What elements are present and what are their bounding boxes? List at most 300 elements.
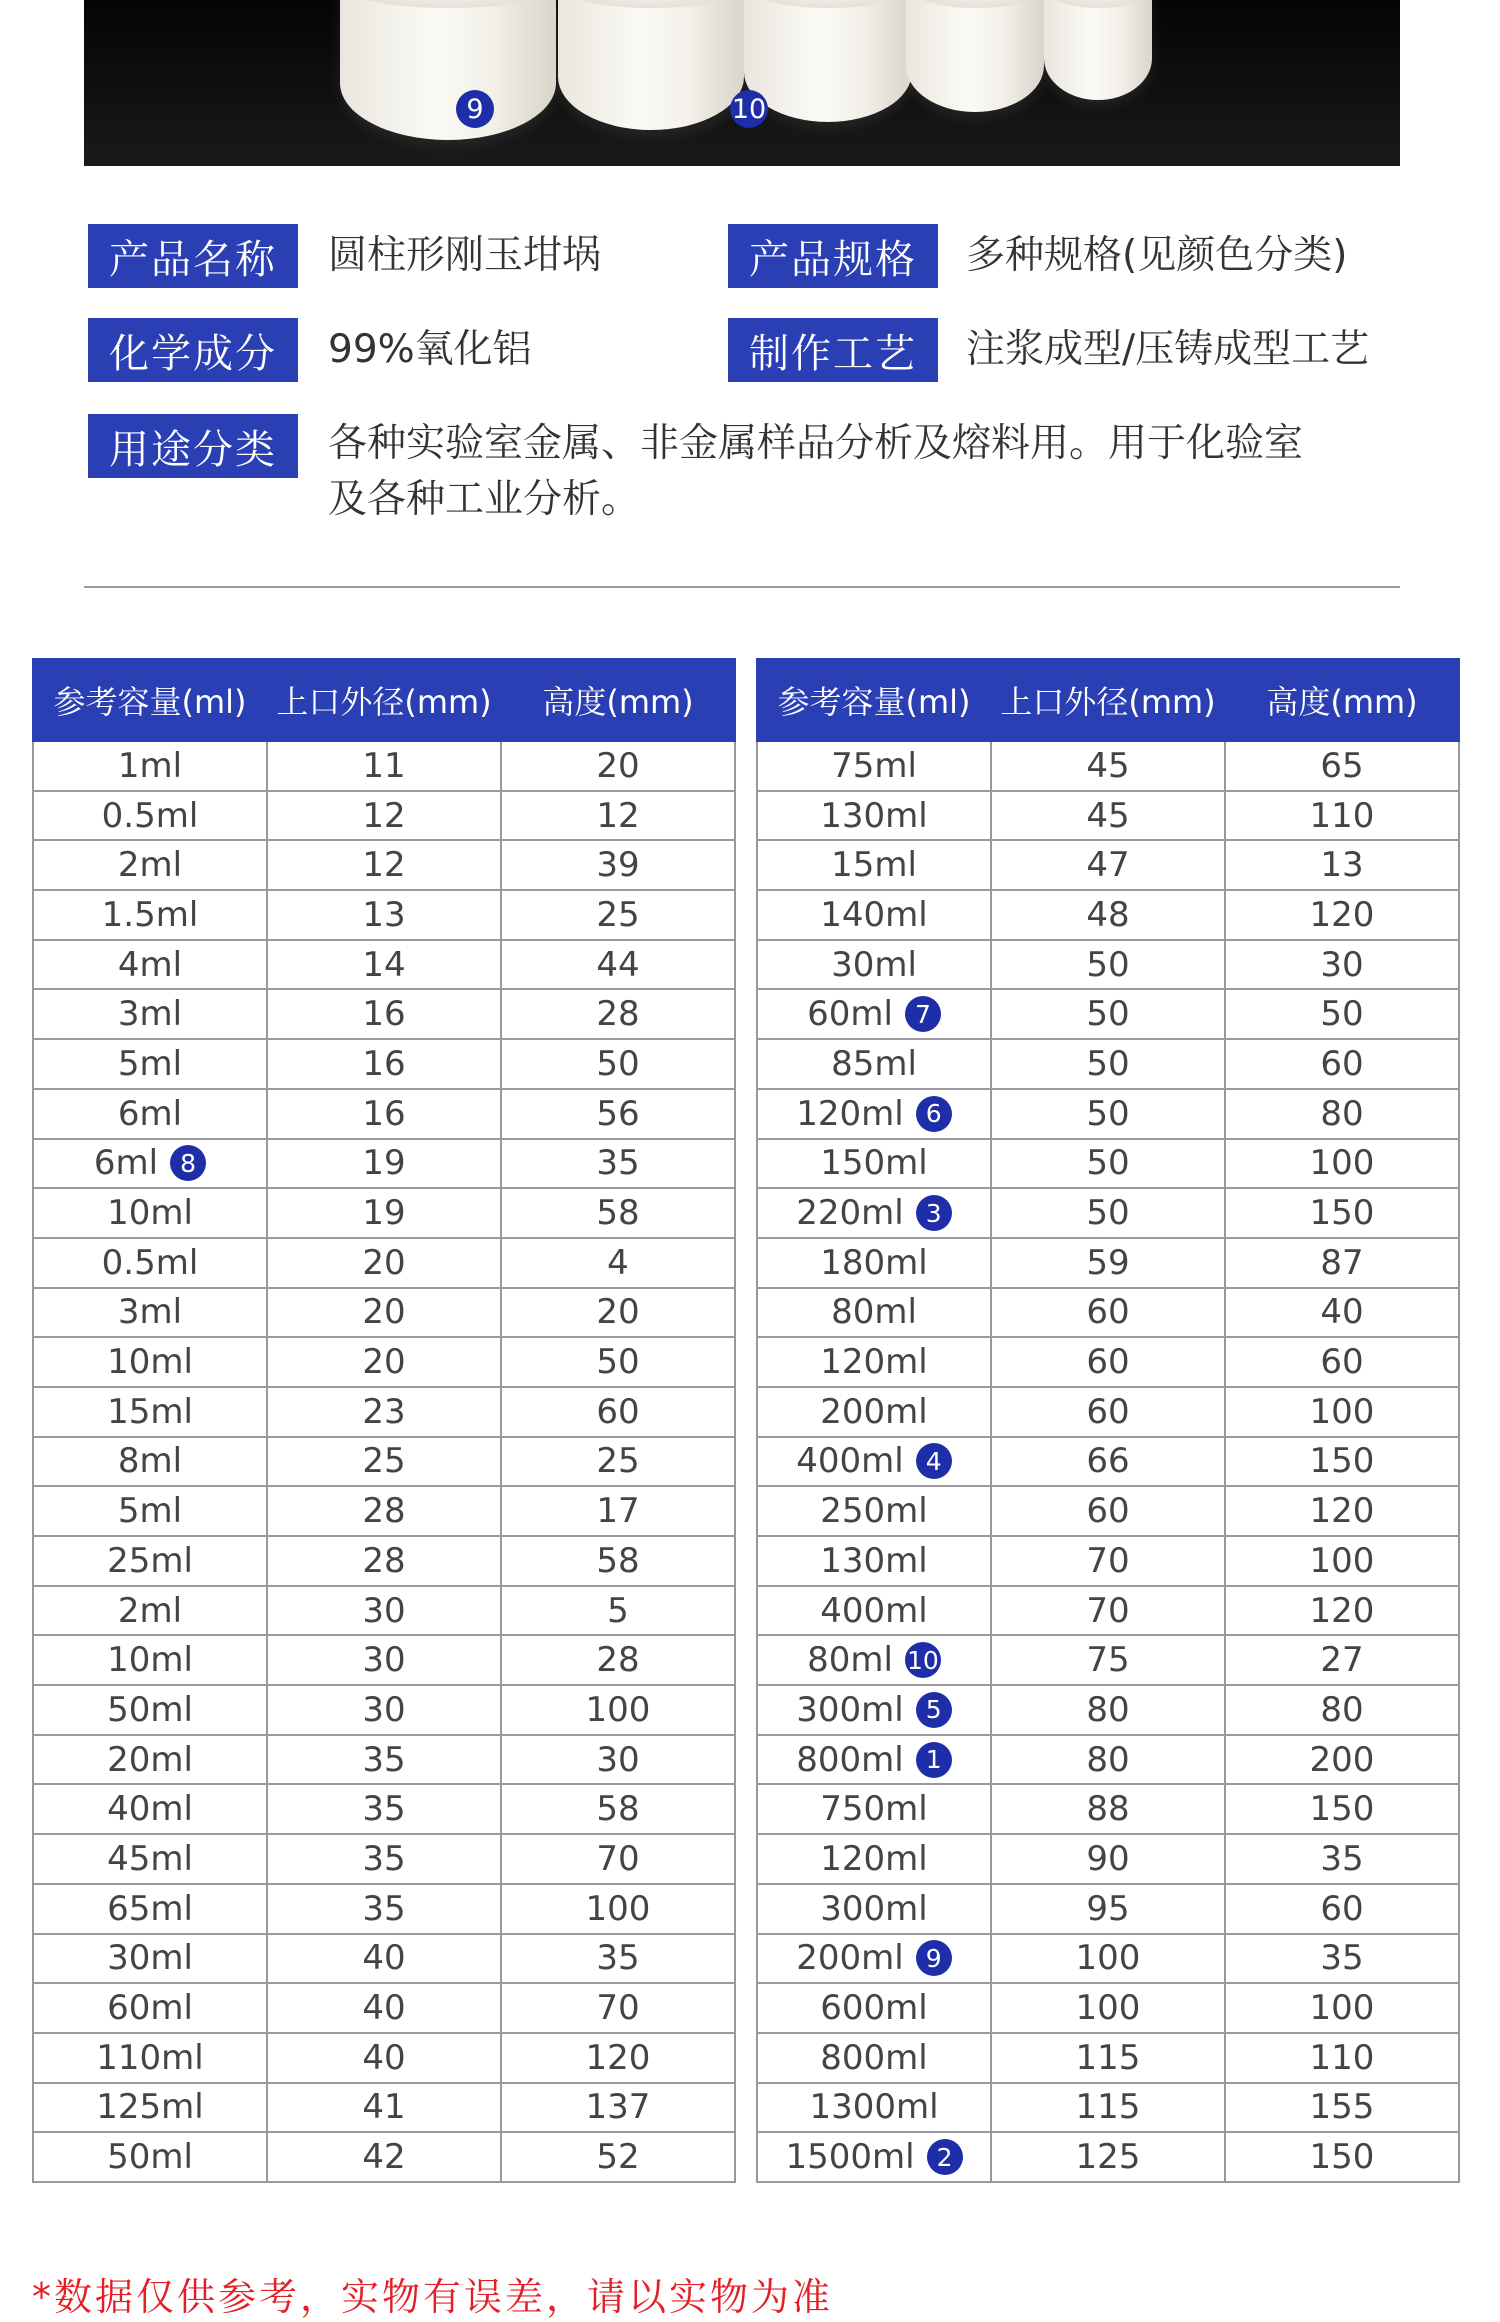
cell-height: 150 (1225, 2132, 1459, 2182)
cell-capacity (33, 1983, 267, 2033)
capacity-value: 130ml (820, 1540, 928, 1581)
cell-diameter: 48 (991, 890, 1225, 940)
cell-capacity (757, 1735, 991, 1785)
table-row (757, 2033, 1459, 2083)
table-row (33, 1536, 735, 1586)
cell-diameter: 45 (991, 741, 1225, 791)
cell-capacity (757, 1536, 991, 1586)
cell-capacity (33, 1834, 267, 1884)
cell-diameter: 19 (267, 1188, 501, 1238)
table-row (757, 1486, 1459, 1536)
capacity-wrap (820, 1342, 927, 1382)
cell-height: 60 (1225, 1337, 1459, 1387)
table-row (757, 1934, 1459, 1984)
table-row (757, 2083, 1459, 2133)
cell-diameter: 125 (991, 2132, 1225, 2182)
capacity-wrap (820, 895, 927, 935)
capacity-wrap (118, 1491, 182, 1531)
table-row (757, 791, 1459, 841)
cell-capacity (33, 741, 267, 791)
table-row (757, 1834, 1459, 1884)
cell-diameter: 40 (267, 1934, 501, 1984)
capacity-value: 6ml (117, 1093, 183, 1134)
cell-height: 30 (501, 1735, 735, 1785)
cell-capacity (757, 1387, 991, 1437)
crucible-number-badge: 8 (170, 1145, 206, 1181)
capacity-value: 60ml (807, 994, 893, 1035)
capacity-wrap (118, 994, 182, 1034)
cell-height: 27 (1225, 1635, 1459, 1685)
capacity-value: 50ml (107, 2137, 193, 2178)
cell-capacity (757, 1934, 991, 1984)
cell-height: 80 (1225, 1089, 1459, 1139)
cell-capacity (33, 2083, 267, 2133)
capacity-wrap (107, 1193, 193, 1233)
product-spec-value: 多种规格(见颜色分类) (966, 233, 1348, 278)
cell-diameter: 19 (267, 1139, 501, 1189)
cell-height: 120 (1225, 890, 1459, 940)
capacity-wrap (118, 746, 182, 786)
capacity-wrap (807, 994, 941, 1034)
cell-capacity (757, 791, 991, 841)
capacity-wrap (118, 845, 182, 885)
capacity-value: 220ml (796, 1193, 904, 1234)
capacity-value: 10ml (107, 1342, 193, 1383)
capacity-value: 0.5ml (101, 795, 199, 836)
spec-table-right (756, 658, 1460, 2183)
capacity-wrap (796, 1740, 951, 1780)
cell-capacity (757, 1288, 991, 1338)
banner-badge-10: 10 (730, 90, 768, 128)
cell-diameter: 50 (991, 1039, 1225, 1089)
cell-height: 44 (501, 940, 735, 990)
cell-capacity (33, 2132, 267, 2182)
cell-capacity (757, 840, 991, 890)
cell-capacity (33, 1934, 267, 1984)
capacity-wrap (118, 1094, 182, 1134)
cell-capacity (33, 1337, 267, 1387)
table-row (33, 1934, 735, 1984)
capacity-wrap (831, 945, 917, 985)
product-photo-banner (84, 0, 1400, 166)
capacity-value: 30ml (107, 1938, 193, 1979)
product-name-label: 产品名称 (88, 224, 298, 288)
capacity-wrap (831, 845, 917, 885)
cell-height: 120 (1225, 1586, 1459, 1636)
capacity-wrap (796, 1441, 951, 1481)
usage-value (328, 416, 1303, 528)
crucible-image-1 (340, 0, 556, 140)
table-row (757, 1238, 1459, 1288)
cell-height: 100 (501, 1884, 735, 1934)
table-row (33, 2033, 735, 2083)
table-row (757, 1735, 1459, 1785)
capacity-wrap (820, 1591, 927, 1631)
crucible-number-badge: 10 (905, 1642, 941, 1678)
capacity-wrap (102, 895, 199, 935)
capacity-value: 130ml (820, 795, 928, 836)
capacity-value: 60ml (107, 1988, 193, 2029)
cell-height: 25 (501, 1437, 735, 1487)
table-row (757, 1586, 1459, 1636)
capacity-value: 120ml (820, 1838, 928, 1879)
capacity-value: 120ml (796, 1093, 904, 1134)
cell-diameter: 28 (267, 1486, 501, 1536)
spec-table-left (32, 658, 736, 2183)
header-diameter: 上口外径(mm) (267, 659, 501, 741)
cell-diameter: 80 (991, 1735, 1225, 1785)
table-row (757, 940, 1459, 990)
cell-height: 137 (501, 2083, 735, 2133)
cell-height: 30 (1225, 940, 1459, 990)
cell-capacity (757, 1586, 991, 1636)
table-row (757, 1437, 1459, 1487)
capacity-wrap (118, 945, 182, 985)
cell-diameter: 75 (991, 1635, 1225, 1685)
cell-height: 40 (1225, 1288, 1459, 1338)
table-row (757, 1288, 1459, 1338)
capacity-value: 200ml (820, 1391, 928, 1432)
capacity-value: 45ml (107, 1838, 193, 1879)
cell-diameter: 47 (991, 840, 1225, 890)
capacity-value: 80ml (831, 1292, 917, 1333)
table-row (757, 1089, 1459, 1139)
usage-value-line-2: 及各种工业分析。 (328, 477, 641, 522)
header-capacity: 参考容量(ml) (757, 659, 991, 741)
capacity-value: 125ml (96, 2087, 204, 2128)
crucible-number-badge: 2 (927, 2139, 963, 2175)
cell-height: 60 (1225, 1039, 1459, 1089)
cell-height: 150 (1225, 1437, 1459, 1487)
table-row (33, 1983, 735, 2033)
capacity-value: 120ml (820, 1342, 928, 1383)
table-row (33, 1139, 735, 1189)
capacity-value: 250ml (820, 1491, 928, 1532)
cell-diameter: 88 (991, 1784, 1225, 1834)
cell-height: 58 (501, 1784, 735, 1834)
table-row (757, 1139, 1459, 1189)
cell-capacity (757, 741, 991, 791)
table-row (757, 1536, 1459, 1586)
cell-diameter: 30 (267, 1685, 501, 1735)
cell-capacity (757, 1139, 991, 1189)
cell-height: 150 (1225, 1784, 1459, 1834)
table-row (33, 1387, 735, 1437)
cell-diameter: 35 (267, 1735, 501, 1785)
cell-capacity (33, 2033, 267, 2083)
cell-diameter: 90 (991, 1834, 1225, 1884)
capacity-wrap (785, 2137, 962, 2177)
cell-capacity (33, 1089, 267, 1139)
cell-height: 12 (501, 791, 735, 841)
chemical-composition-label: 化学成分 (88, 318, 298, 382)
table-row (33, 1288, 735, 1338)
capacity-value: 1300ml (809, 2087, 939, 2128)
crucible-number-badge: 1 (916, 1742, 952, 1778)
capacity-value: 80ml (807, 1640, 893, 1681)
table-header-row (33, 659, 735, 741)
table-row (33, 1238, 735, 1288)
crucible-number-badge: 4 (916, 1443, 952, 1479)
cell-capacity (33, 1735, 267, 1785)
capacity-wrap (820, 1491, 927, 1531)
cell-height: 120 (1225, 1486, 1459, 1536)
cell-height: 87 (1225, 1238, 1459, 1288)
cell-height: 56 (501, 1089, 735, 1139)
capacity-value: 5ml (117, 1043, 183, 1084)
cell-height: 100 (1225, 1983, 1459, 2033)
capacity-wrap (107, 1938, 193, 1978)
table-header-row (757, 659, 1459, 741)
table-row (33, 1685, 735, 1735)
capacity-value: 85ml (831, 1043, 917, 1084)
capacity-value: 150ml (820, 1143, 928, 1184)
capacity-value: 3ml (117, 1292, 183, 1333)
header-capacity: 参考容量(ml) (33, 659, 267, 741)
cell-diameter: 35 (267, 1834, 501, 1884)
capacity-value: 400ml (796, 1441, 904, 1482)
cell-height: 35 (501, 1139, 735, 1189)
cell-capacity (757, 1039, 991, 1089)
cell-height: 50 (501, 1337, 735, 1387)
table-row (33, 791, 735, 841)
cell-diameter: 60 (991, 1387, 1225, 1437)
cell-height: 20 (501, 1288, 735, 1338)
cell-capacity (33, 1139, 267, 1189)
cell-diameter: 66 (991, 1437, 1225, 1487)
cell-height: 17 (501, 1486, 735, 1536)
cell-height: 100 (1225, 1139, 1459, 1189)
cell-capacity (757, 1486, 991, 1536)
capacity-wrap (102, 796, 199, 836)
cell-diameter: 23 (267, 1387, 501, 1437)
cell-capacity (757, 2083, 991, 2133)
table-row (757, 1884, 1459, 1934)
usage-value-line-1: 各种实验室金属、非金属样品分析及熔料用。用于化验室 (328, 421, 1304, 466)
cell-capacity (33, 1288, 267, 1338)
cell-diameter: 12 (267, 840, 501, 890)
crucible-number-badge: 6 (916, 1096, 952, 1132)
cell-capacity (757, 1834, 991, 1884)
table-row (33, 1486, 735, 1536)
cell-diameter: 50 (991, 1139, 1225, 1189)
table-row (33, 2083, 735, 2133)
cell-capacity (33, 1437, 267, 1487)
cell-diameter: 40 (267, 2033, 501, 2083)
cell-height: 110 (1225, 791, 1459, 841)
cell-height: 120 (501, 2033, 735, 2083)
capacity-wrap (96, 2087, 203, 2127)
craft-label: 制作工艺 (728, 318, 938, 382)
cell-height: 155 (1225, 2083, 1459, 2133)
table-row (33, 1834, 735, 1884)
table-row (757, 989, 1459, 1039)
table-row (33, 989, 735, 1039)
cell-height: 80 (1225, 1685, 1459, 1735)
capacity-wrap (796, 1938, 951, 1978)
capacity-value: 600ml (820, 1988, 928, 2029)
crucible-image-5 (1044, 0, 1152, 100)
capacity-wrap (831, 1292, 917, 1332)
cell-capacity (757, 1188, 991, 1238)
capacity-wrap (118, 1044, 182, 1084)
capacity-wrap (107, 1889, 193, 1929)
cell-capacity (757, 940, 991, 990)
capacity-wrap (820, 1789, 927, 1829)
crucible-image-2 (558, 0, 744, 130)
capacity-wrap (796, 1094, 951, 1134)
table-row (33, 890, 735, 940)
capacity-value: 5ml (117, 1491, 183, 1532)
capacity-value: 4ml (117, 944, 183, 985)
cell-diameter: 80 (991, 1685, 1225, 1735)
table-row (757, 890, 1459, 940)
capacity-wrap (118, 1292, 182, 1332)
capacity-wrap (107, 1839, 193, 1879)
cell-capacity (33, 791, 267, 841)
header-height: 高度(mm) (501, 659, 735, 741)
capacity-wrap (118, 1591, 182, 1631)
cell-height: 28 (501, 1635, 735, 1685)
cell-diameter: 16 (267, 989, 501, 1039)
capacity-wrap (820, 796, 927, 836)
craft-value: 注浆成型/压铸成型工艺 (966, 327, 1370, 372)
capacity-value: 800ml (796, 1739, 904, 1780)
cell-capacity (33, 1635, 267, 1685)
capacity-wrap (809, 2087, 938, 2127)
capacity-value: 25ml (107, 1540, 193, 1581)
capacity-value: 110ml (96, 2037, 204, 2078)
cell-height: 13 (1225, 840, 1459, 890)
capacity-wrap (102, 1243, 199, 1283)
capacity-wrap (107, 1640, 193, 1680)
cell-diameter: 95 (991, 1884, 1225, 1934)
capacity-value: 800ml (820, 2037, 928, 2078)
cell-height: 25 (501, 890, 735, 940)
capacity-value: 400ml (820, 1590, 928, 1631)
table-row (757, 840, 1459, 890)
cell-height: 100 (501, 1685, 735, 1735)
capacity-value: 140ml (820, 894, 928, 935)
cell-height: 100 (1225, 1387, 1459, 1437)
cell-height: 35 (1225, 1934, 1459, 1984)
cell-diameter: 50 (991, 1089, 1225, 1139)
capacity-value: 300ml (820, 1888, 928, 1929)
cell-capacity (757, 1437, 991, 1487)
table-row (757, 1039, 1459, 1089)
cell-height: 52 (501, 2132, 735, 2182)
capacity-wrap (820, 1889, 927, 1929)
cell-capacity (33, 890, 267, 940)
cell-capacity (757, 1983, 991, 2033)
cell-capacity (757, 1635, 991, 1685)
cell-height: 150 (1225, 1188, 1459, 1238)
cell-diameter: 50 (991, 989, 1225, 1039)
cell-diameter: 45 (991, 791, 1225, 841)
cell-capacity (757, 1089, 991, 1139)
capacity-value: 1500ml (785, 2137, 915, 2178)
capacity-wrap (807, 1640, 941, 1680)
cell-capacity (757, 1685, 991, 1735)
cell-diameter: 41 (267, 2083, 501, 2133)
table-row (757, 1188, 1459, 1238)
capacity-wrap (831, 746, 917, 786)
table-row (33, 1437, 735, 1487)
disclaimer-footnote: *数据仅供参考，实物有误差，请以实物为准 (32, 2275, 834, 2319)
capacity-wrap (96, 2038, 203, 2078)
banner-badge-9: 9 (456, 90, 494, 128)
capacity-wrap (107, 1690, 193, 1730)
cell-height: 28 (501, 989, 735, 1039)
cell-height: 100 (1225, 1536, 1459, 1586)
table-row (33, 940, 735, 990)
capacity-wrap (820, 1243, 927, 1283)
cell-height: 70 (501, 1983, 735, 2033)
cell-diameter: 115 (991, 2083, 1225, 2133)
cell-diameter: 115 (991, 2033, 1225, 2083)
capacity-value: 65ml (107, 1888, 193, 1929)
table-row (33, 1884, 735, 1934)
cell-diameter: 100 (991, 1934, 1225, 1984)
cell-height: 58 (501, 1188, 735, 1238)
cell-capacity (33, 1188, 267, 1238)
cell-capacity (757, 1784, 991, 1834)
cell-height: 58 (501, 1536, 735, 1586)
capacity-wrap (118, 1441, 182, 1481)
crucible-number-badge: 7 (905, 996, 941, 1032)
cell-height: 39 (501, 840, 735, 890)
section-divider (84, 586, 1400, 588)
crucible-image-4 (906, 0, 1044, 112)
cell-capacity (33, 1039, 267, 1089)
capacity-value: 2ml (117, 1590, 183, 1631)
cell-capacity (757, 1238, 991, 1288)
cell-capacity (757, 890, 991, 940)
cell-capacity (33, 1884, 267, 1934)
capacity-value: 20ml (107, 1739, 193, 1780)
capacity-value: 15ml (107, 1391, 193, 1432)
cell-capacity (33, 1586, 267, 1636)
cell-diameter: 60 (991, 1337, 1225, 1387)
cell-diameter: 14 (267, 940, 501, 990)
table-row (33, 1735, 735, 1785)
cell-height: 60 (1225, 1884, 1459, 1934)
cell-capacity (33, 1387, 267, 1437)
cell-diameter: 100 (991, 1983, 1225, 2033)
capacity-wrap (820, 1839, 927, 1879)
capacity-value: 30ml (831, 944, 917, 985)
chemical-composition-value: 99%氧化铝 (328, 327, 532, 372)
table-row (33, 1039, 735, 1089)
capacity-wrap (820, 2038, 927, 2078)
cell-diameter: 50 (991, 940, 1225, 990)
table-row (757, 1387, 1459, 1437)
capacity-value: 2ml (117, 845, 183, 886)
cell-diameter: 20 (267, 1288, 501, 1338)
capacity-wrap (107, 1541, 193, 1581)
capacity-value: 15ml (831, 845, 917, 886)
cell-diameter: 40 (267, 1983, 501, 2033)
table-row (757, 741, 1459, 791)
cell-height: 110 (1225, 2033, 1459, 2083)
product-name-value: 圆柱形刚玉坩埚 (328, 233, 602, 278)
cell-capacity (33, 1685, 267, 1735)
capacity-value: 50ml (107, 1689, 193, 1730)
cell-capacity (33, 1238, 267, 1288)
cell-capacity (33, 1536, 267, 1586)
table-row (33, 741, 735, 791)
crucible-number-badge: 3 (916, 1195, 952, 1231)
